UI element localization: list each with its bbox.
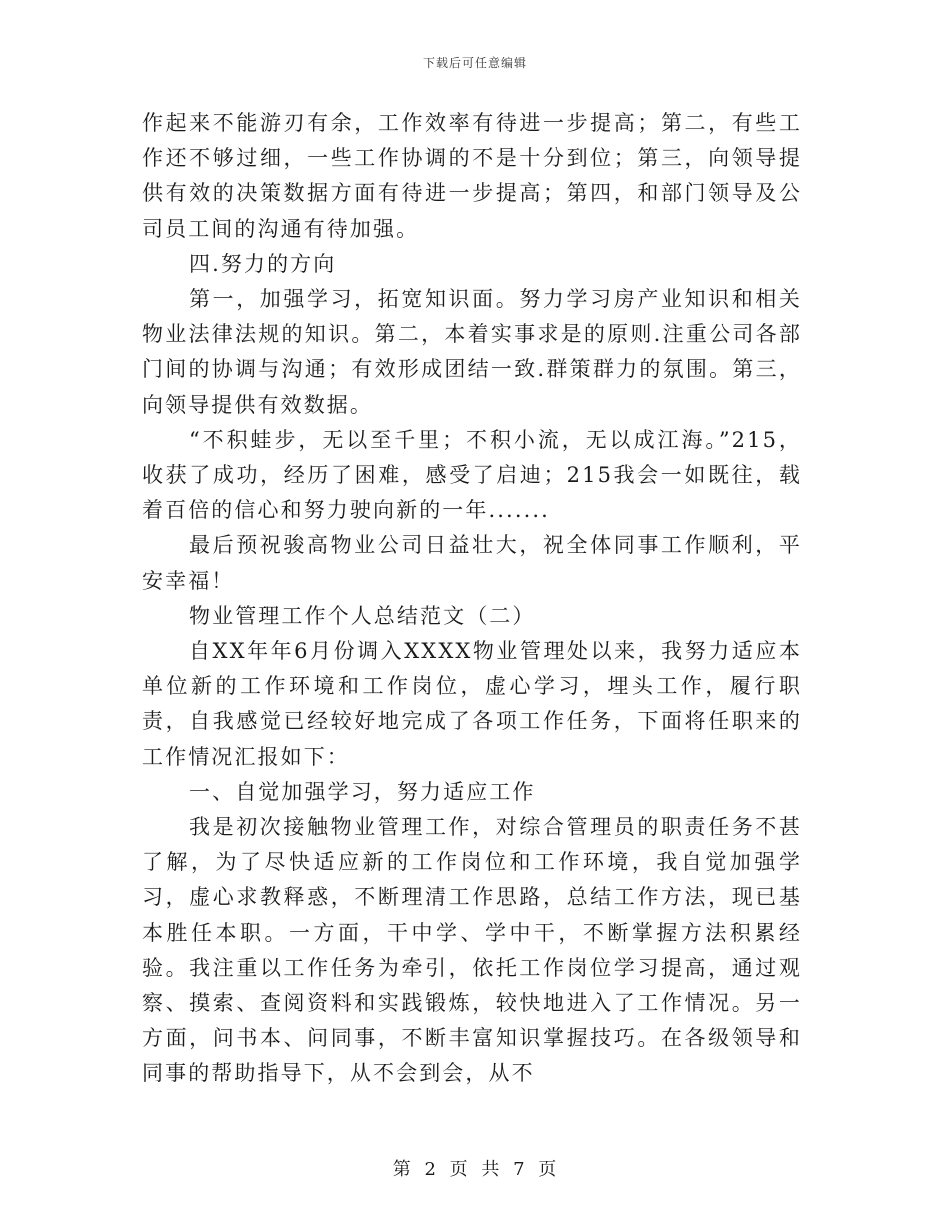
paragraph: “不积蛙步，无以至千里；不积小流，无以成江海。”215，收获了成功，经历了困难，感受了启迪；215我会一如既往，载着百倍的信心和努力驶向新的一年....... xyxy=(142,427,802,523)
paragraph: 作起来不能游刃有余，工作效率有待进一步提高；第二，有些工作还不够过细，一些工作协调的不是十分到位；第三，向领导提供有效的决策数据方面有待进一步提高；第四，和部门领导及公司员工间的沟通有待加强。 xyxy=(142,111,802,241)
section-heading: 四.努力的方向 xyxy=(189,251,337,276)
section-heading: 一、自觉加强学习，努力适应工作 xyxy=(189,779,536,804)
document-body xyxy=(142,106,802,1092)
page-number: 第 2 页 共 7 页 xyxy=(392,1159,558,1180)
paragraph: 最后预祝骏高物业公司日益壮大，祝全体同事工作顺利，平安幸福！ xyxy=(142,533,802,593)
section-heading: 物业管理工作个人总结范文（二） xyxy=(189,603,536,628)
paragraph: 第一，加强学习，拓宽知识面。努力学习房产业知识和相关物业法律法规的知识。第二，本着实事求是的原则.注重公司各部门间的协调与沟通；有效形成团结一致.群策群力的氛围。第三，向领导提供有效数据。 xyxy=(142,287,802,417)
paragraph: 自XX年年6月份调入XXXX物业管理处以来，我努力适应本单位新的工作环境和工作岗位，虚心学习，埋头工作，履行职责，自我感觉已经较好地完成了各项工作任务，下面将任职来的工作情况汇报如下： xyxy=(142,639,802,769)
paragraph: 我是初次接触物业管理工作，对综合管理员的职责任务不甚了解，为了尽快适应新的工作岗位和工作环境，我自觉加强学习，虚心求教释惑，不断理清工作思路，总结工作方法，现已基本胜任本职。一方面，干中学、学中干，不断掌握方法积累经验。我注重以工作任务为牵引，依托工作岗位学习提高，通过观察、摸索、查阅资料和实践锻炼，较快地进入了工作情况。另一方面，问书本、问同事，不断丰富知识掌握技巧。在各级领导和同事的帮助指导下，从不会到会，从不 xyxy=(142,815,802,1086)
header-note: 下载后可任意编辑 xyxy=(422,56,527,70)
